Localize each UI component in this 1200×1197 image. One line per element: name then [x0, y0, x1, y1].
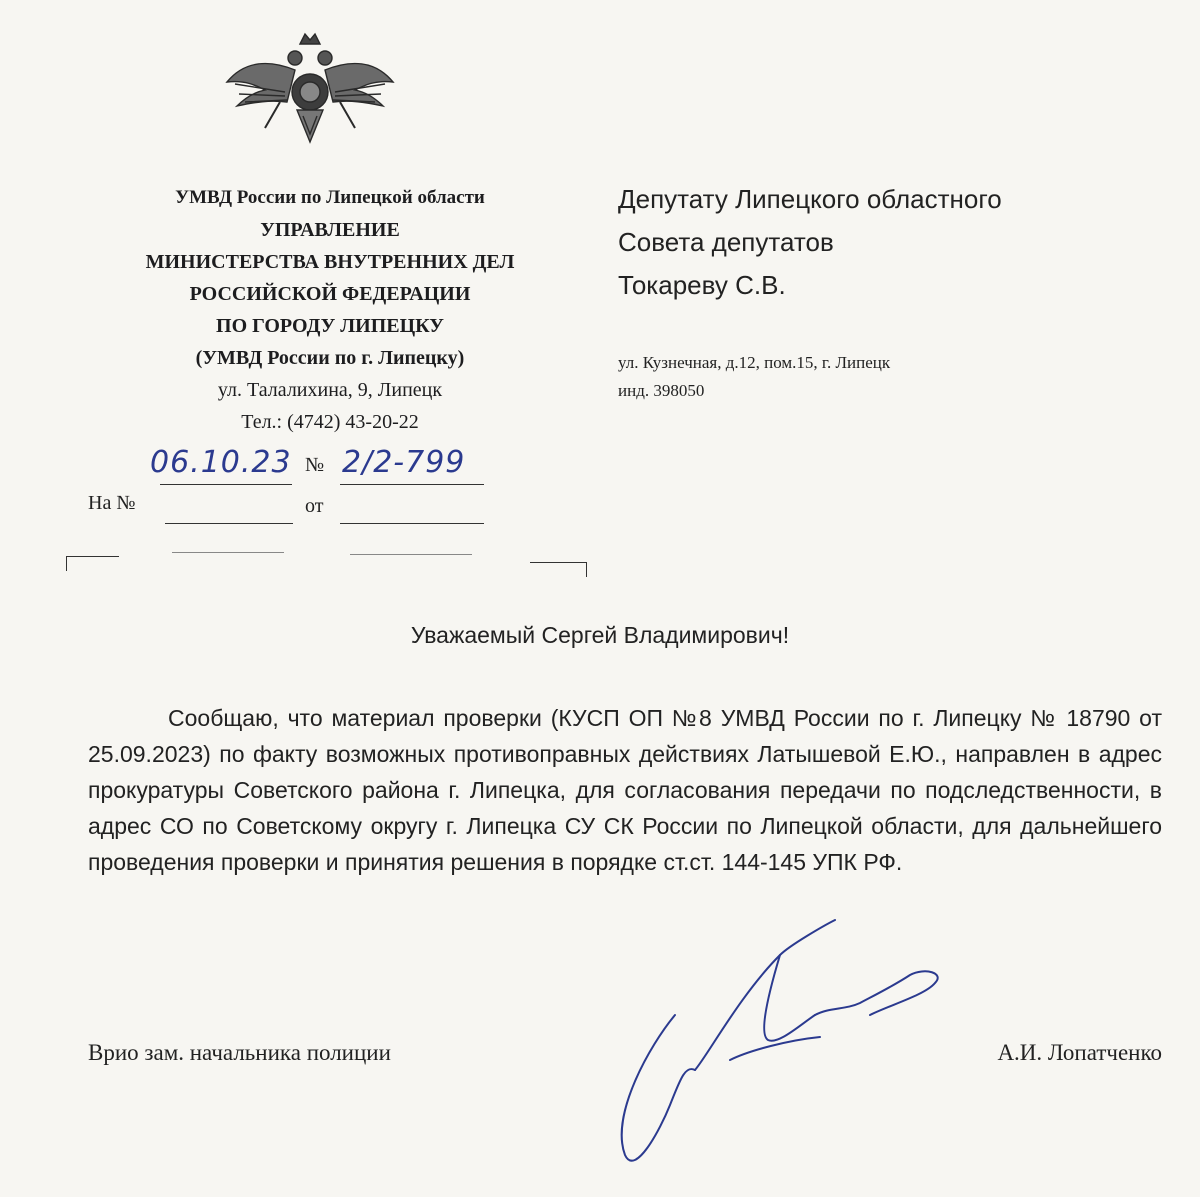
reply-number-line	[165, 523, 293, 524]
recipient-address: ул. Кузнечная, д.12, пом.15, г. Липецк	[618, 353, 891, 372]
corner-mark-left	[66, 556, 119, 571]
signer-name: А.И. Лопатченко	[997, 1040, 1162, 1065]
from-label: от	[305, 495, 324, 517]
sender-line-4: РОССИЙСКОЙ ФЕДЕРАЦИИ	[189, 283, 471, 305]
handwritten-signature	[590, 915, 970, 1175]
recipient-line-2: Совета депутатов	[618, 227, 834, 257]
recipient-line-1: Депутату Липецкого областного	[618, 184, 1002, 214]
reply-label: На №	[88, 492, 136, 514]
handwritten-date: 06.10.23	[150, 445, 292, 480]
corner-mark-right	[530, 562, 587, 577]
reply-date-line	[340, 523, 484, 524]
sender-line-5: ПО ГОРОДУ ЛИПЕЦКУ	[216, 315, 444, 337]
handwritten-number: 2/2-799	[342, 445, 466, 480]
letter-body: Сообщаю, что материал проверки (КУСП ОП №8 УМВД России по г. Липецку № 18790 от 25.09.2023) по факту возможных противоправных действиях Латышевой Е.Ю., направлен в адрес прокуратуры Советского района г. Липецка, для согласования передачи по подследственности, в адрес СО по Советскому округу г. Липецка СУ СК России по Липецкой области, для дальнейшего проведения проверки и принятия решения в порядке ст.ст. 144-145 УПК РФ.	[88, 705, 1162, 875]
number-underline	[340, 484, 484, 485]
recipient-block	[618, 178, 1178, 405]
sender-line-3: МИНИСТЕРСТВА ВНУТРЕННИХ ДЕЛ	[145, 251, 515, 273]
sender-address: ул. Талалихина, 9, Липецк	[217, 379, 443, 401]
faint-line-2	[350, 554, 472, 555]
recipient-line-3: Токареву С.В.	[618, 270, 786, 300]
sender-line-2: УПРАВЛЕНИЕ	[260, 219, 400, 241]
eagle-emblem-icon	[225, 30, 395, 150]
sender-phone: Тел.: (4742) 43-20-22	[241, 411, 419, 433]
salutation: Уважаемый Сергей Владимирович!	[410, 622, 790, 648]
sender-header	[60, 182, 600, 438]
date-underline	[160, 484, 292, 485]
recipient-index: инд. 398050	[618, 381, 705, 400]
sender-line-6: (УМВД России по г. Липецку)	[195, 347, 465, 369]
faint-line-1	[172, 552, 284, 553]
signer-position: Врио зам. начальника полиции	[88, 1040, 391, 1065]
sender-line-1: УМВД России по Липецкой области	[175, 187, 485, 208]
number-label: №	[305, 454, 325, 476]
